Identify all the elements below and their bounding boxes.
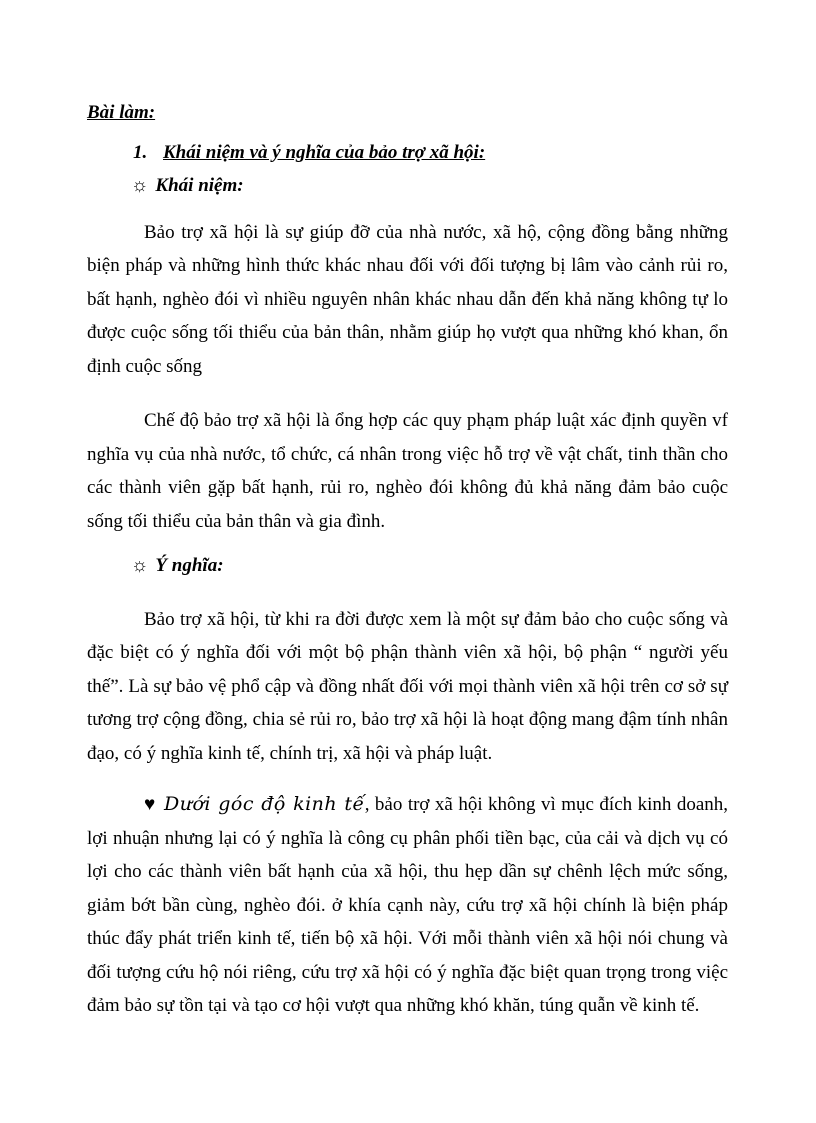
sun-icon: ☼ bbox=[131, 555, 149, 576]
paragraph-concept-2: Chế độ bảo trợ xã hội là ổng hợp các quy phạm pháp luật xác định quyền vf nghĩa vụ của nhà nước, tổ chức, cá nhân trong việc hỗ trợ về vật chất, tinh thần cho các thành viên gặp bất hạnh, rủi ro, nghèo đói không đủ khả năng đảm bảo cuộc sống tối thiểu của bản thân và gia đình. bbox=[87, 410, 728, 532]
economic-lead-phrase: Dưới góc độ kinh tế bbox=[164, 793, 365, 815]
section-heading-1 bbox=[87, 136, 728, 170]
section-title: Khái niệm và ý nghĩa của bảo trợ xã hội: bbox=[163, 141, 486, 163]
heart-icon: ♥ bbox=[144, 794, 156, 815]
doc-title: Bài làm: bbox=[87, 102, 156, 123]
economic-body-text: , bảo trợ xã hội không vì mục đích kinh doanh, lợi nhuận nhưng lại có ý nghĩa là công cụ phân phối tiền bạc, của cải và dịch vụ có lợi cho các thành viên bất hạnh của xã hội, thu hẹp dần sự chênh lệch mức sống, giảm bớt bần cùng, nghèo đói. ở khía cạnh này, cứu trợ xã hội chính là biện pháp thúc đẩy phát triển kinh tế, tiến bộ xã hội. Với mỗi thành viên xã hội nói chung và đối tượng cứu hộ nói riêng, cứu trợ xã hội có ý nghĩa đặc biệt quan trọng trong việc đảm bảo sự tồn tại và tạo cơ hội vượt qua những khó khăn, túng quẫn về kinh tế. bbox=[87, 794, 729, 1016]
section-number: 1. bbox=[133, 141, 148, 163]
subheading-meaning bbox=[87, 549, 728, 583]
subheading-concept bbox=[87, 169, 728, 203]
subheading-concept-label: Khái niệm: bbox=[155, 175, 244, 196]
subheading-meaning-label: Ý nghĩa: bbox=[155, 555, 224, 576]
sun-icon: ☼ bbox=[131, 175, 149, 196]
paragraph-economic bbox=[87, 788, 728, 1023]
paragraph-concept-1: Bảo trợ xã hội là sự giúp đỡ của nhà nước, xã hộ, cộng đồng bằng những biện pháp và những hình thức khác nhau đối với đối tượng bị lâm vào cảnh rủi ro, bất hạnh, nghèo đói vì nhiều nguyên nhân khác nhau dẫn đến khả năng không tự lo được cuộc sống tối thiểu của bản thân, nhằm giúp họ vượt qua những khó khan, ổn định cuộc sống bbox=[87, 221, 728, 377]
paragraph-meaning-1: Bảo trợ xã hội, từ khi ra đời được xem là một sự đảm bảo cho cuộc sống và đặc biệt có ý nghĩa đối với một bộ phận thành viên xã hội, bộ phận “ người yếu thế”. Là sự bảo vệ phổ cập và đồng nhất đối với mọi thành viên xã hội trên cơ sở sự tương trợ cộng đồng, chia sẻ rủi ro, bảo trợ xã hội là hoạt động mang đậm tính nhân đạo, có ý nghĩa kinh tế, chính trị, xã hội và pháp luật. bbox=[87, 608, 728, 764]
